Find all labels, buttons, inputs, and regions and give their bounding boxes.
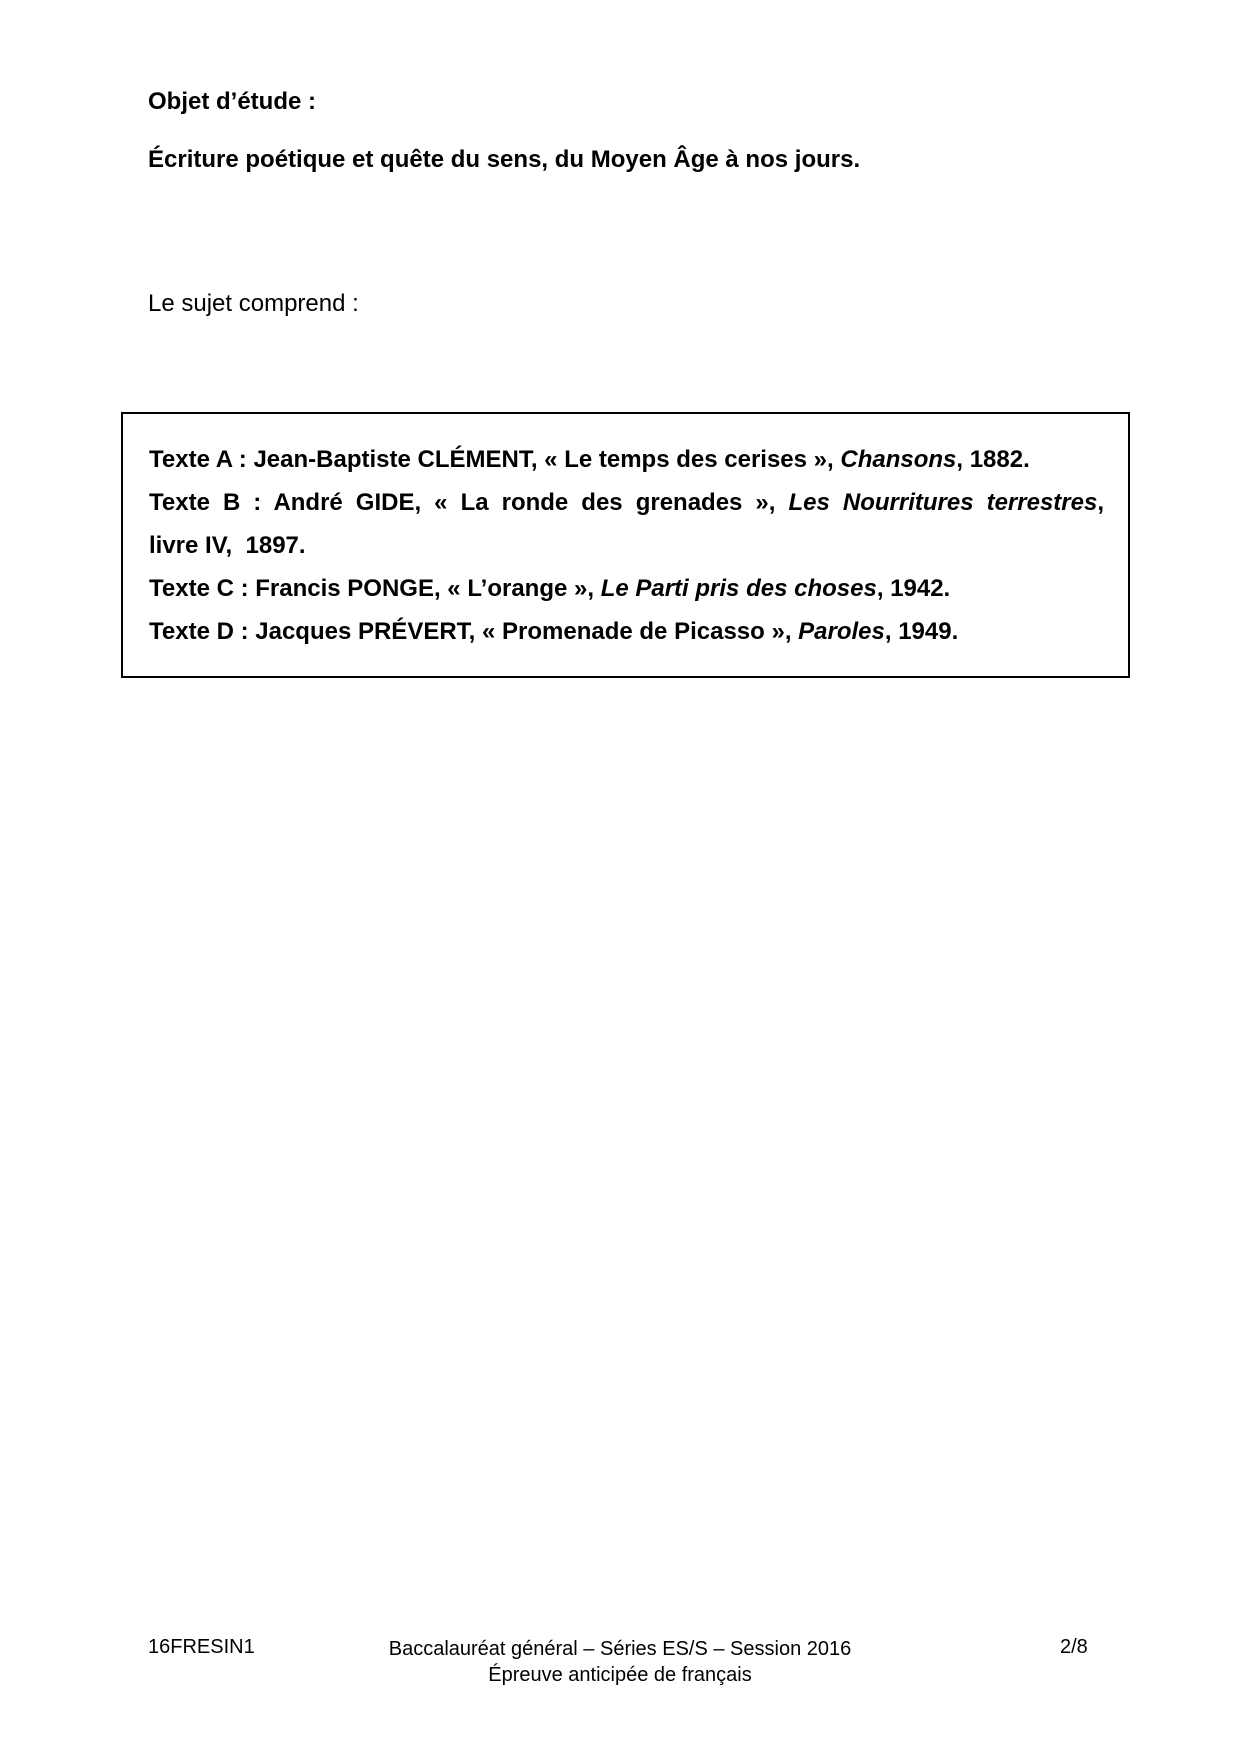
objet-title: Écriture poétique et quête du sens, du Moyen Âge à nos jours.	[148, 146, 861, 173]
text-c-prefix: Texte C : Francis PONGE, « L’orange »,	[149, 575, 601, 602]
footer-exam-title: Baccalauréat général – Séries ES/S – Session 2016	[388, 1638, 852, 1660]
text-entry-b-continuation: livre IV, 1897.	[149, 532, 306, 559]
text-entry-c	[149, 575, 950, 603]
text-d-suffix: , 1949.	[884, 618, 959, 645]
text-b-prefix: Texte B : André GIDE, « La ronde des grenades »,	[149, 489, 789, 516]
footer-page-number: 2/8	[1060, 1636, 1088, 1658]
text-a-prefix: Texte A : Jean-Baptiste CLÉMENT, « Le temps des cerises »,	[149, 446, 841, 473]
objet-label: Objet d’étude :	[148, 88, 316, 115]
text-b-suffix: ,	[1097, 489, 1105, 516]
text-a-work: Chansons	[840, 446, 957, 473]
text-d-prefix: Texte D : Jacques PRÉVERT, « Promenade de Picasso »,	[149, 618, 799, 645]
text-c-suffix: , 1942.	[876, 575, 951, 602]
text-a-suffix: , 1882.	[956, 446, 1030, 473]
footer-center	[320, 1636, 920, 1688]
footer-exam-subtitle: Épreuve anticipée de français	[488, 1664, 752, 1686]
text-d-work: Paroles	[798, 618, 885, 645]
text-entry-a	[149, 446, 1030, 474]
intro-text: Le sujet comprend :	[148, 290, 359, 317]
texts-box	[121, 412, 1130, 678]
text-entry-d	[149, 618, 958, 646]
text-entry-b	[149, 489, 1104, 517]
text-b-work: Les Nourritures terrestres	[788, 489, 1098, 516]
text-c-work: Le Parti pris des choses	[600, 575, 877, 602]
footer-code: 16FRESIN1	[148, 1636, 255, 1658]
